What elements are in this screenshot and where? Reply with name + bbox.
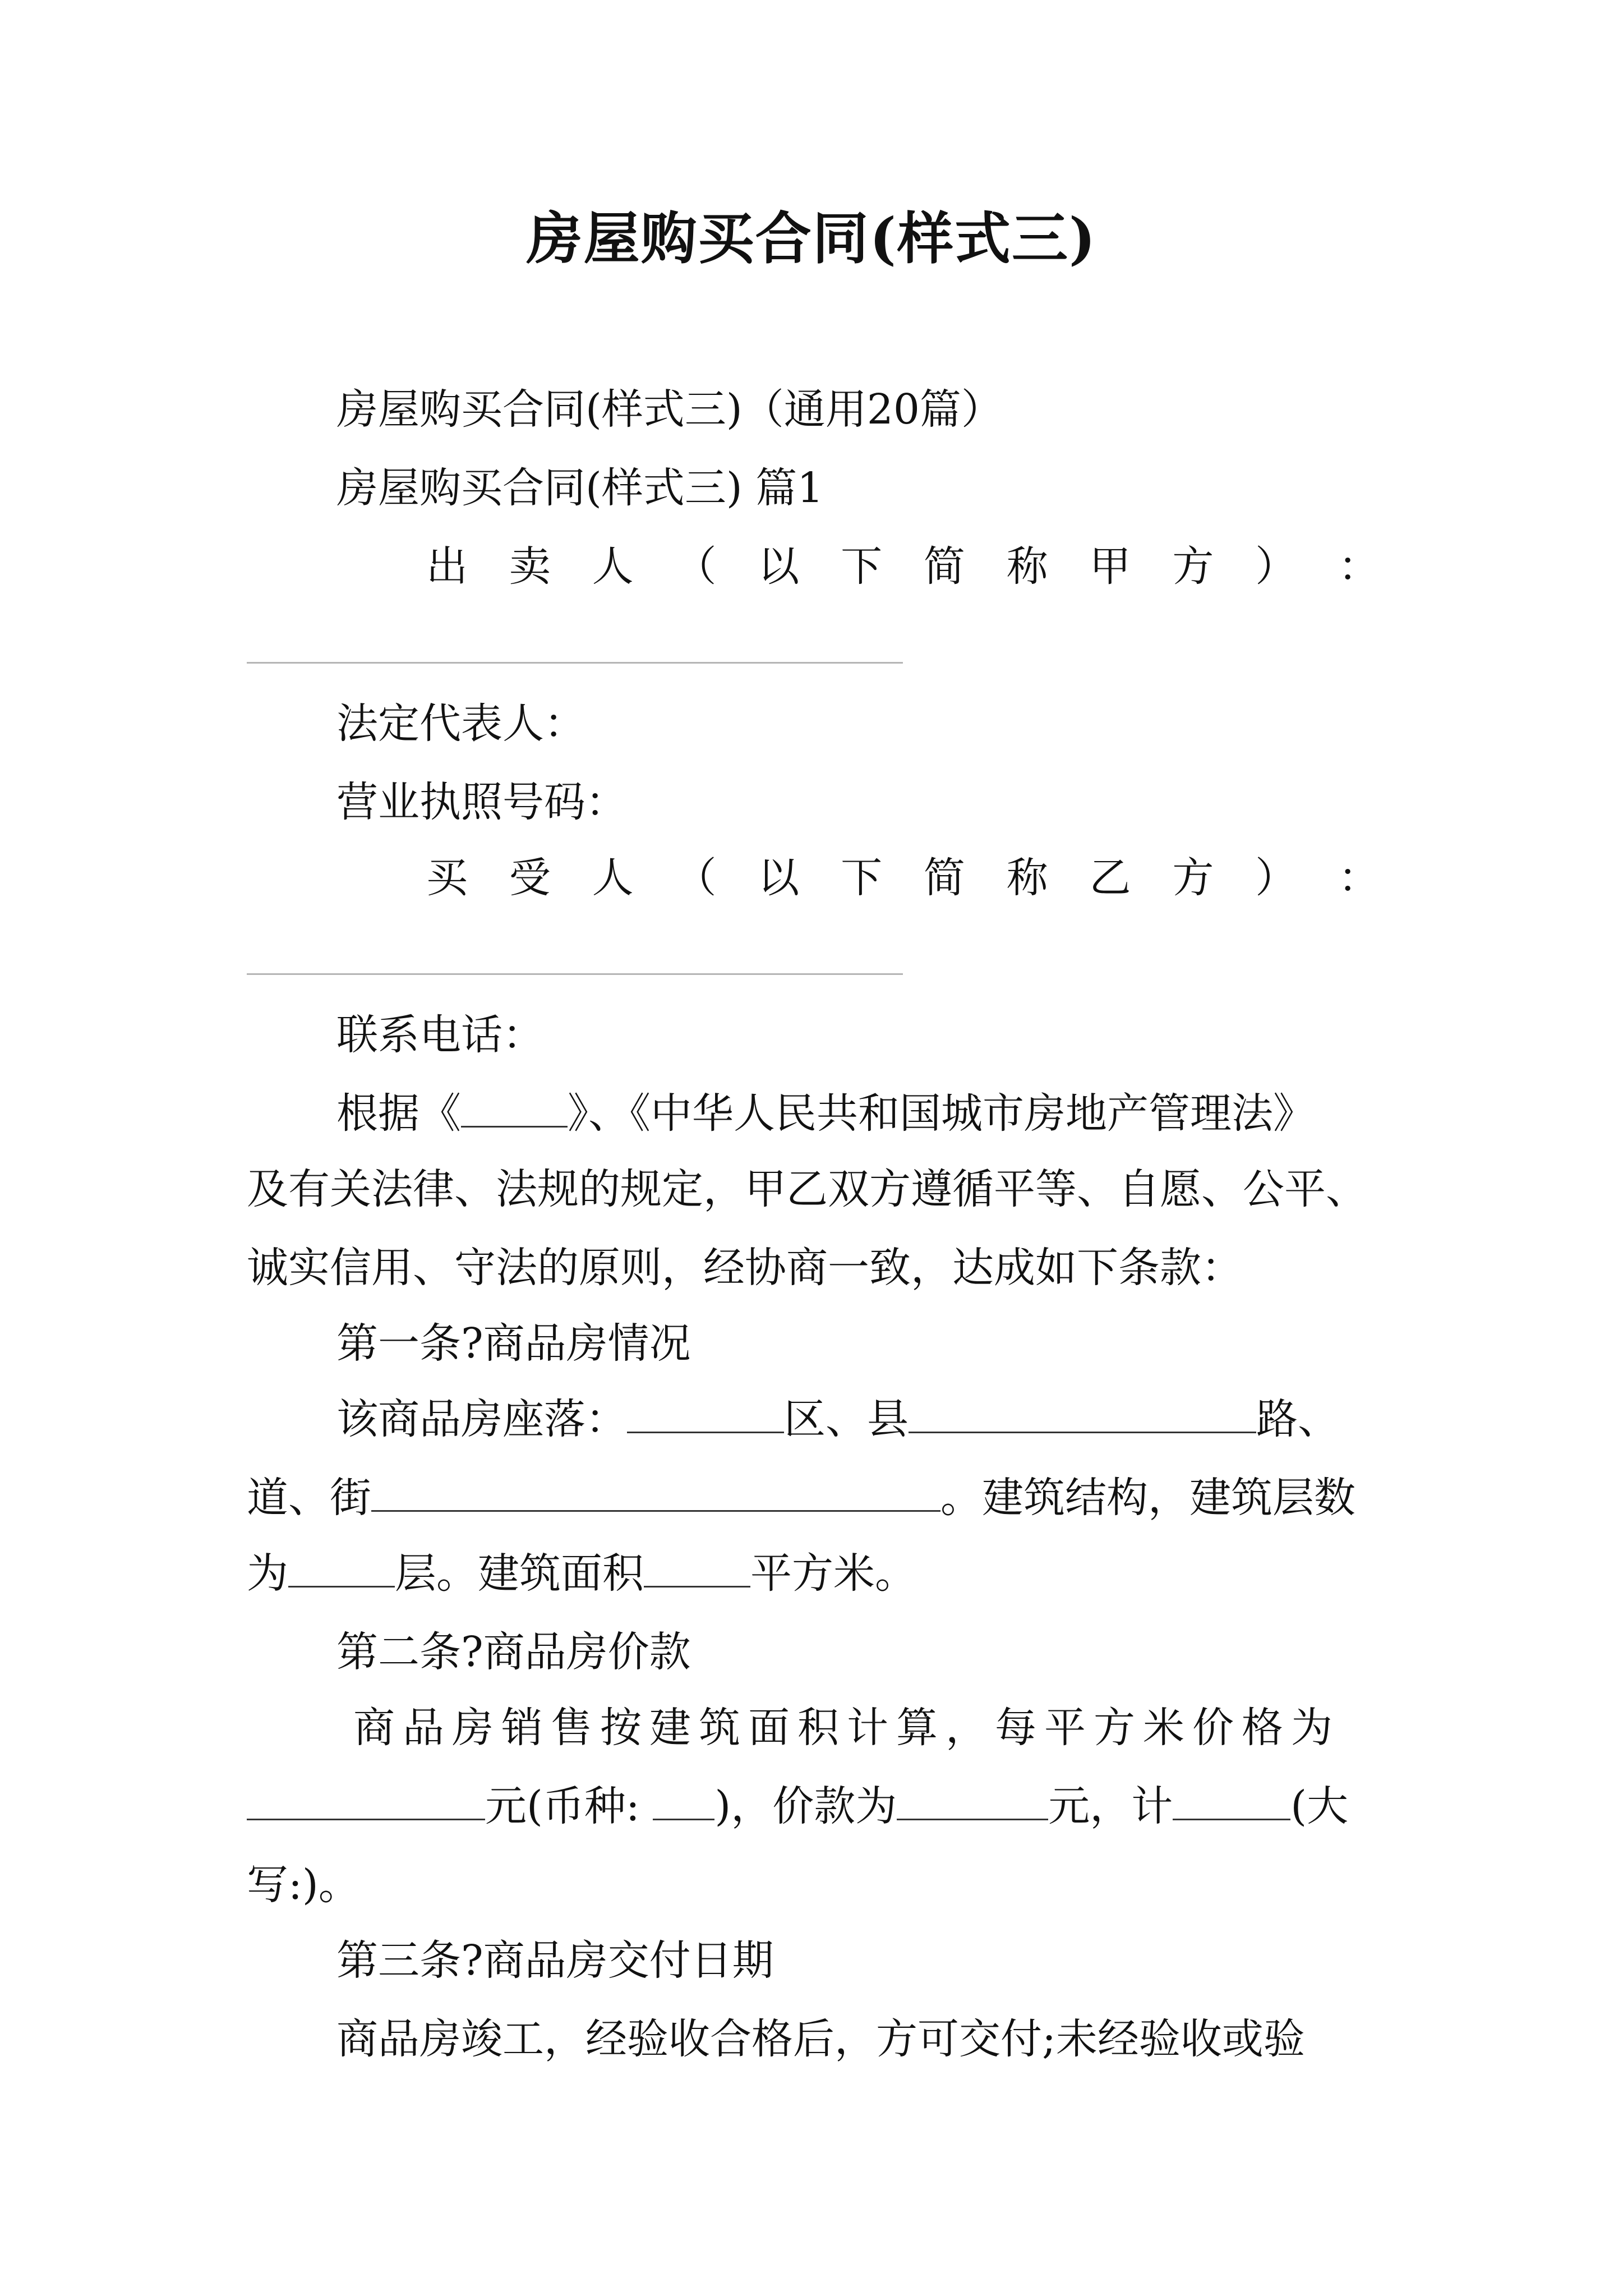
- currency-blank[interactable]: [653, 1783, 714, 1820]
- article-1-line-1: 该商品房座落： 区、县 路、: [336, 1395, 1339, 1443]
- basis-line-3: 诚实信用、守法的原则，经协商一致，达成如下条款：: [247, 1244, 1243, 1292]
- seller-char: 人: [592, 542, 634, 591]
- legal-rep-label: 法定代表人：: [336, 700, 585, 748]
- section-heading: 房屋购买合同(样式三) 篇1: [336, 464, 824, 512]
- document-title: 房屋购买合同(样式三): [526, 205, 1097, 272]
- buyer-char: 称: [1006, 854, 1048, 902]
- article-3-line-1: 商品房竣工，经验收合格后，方可交付;未经验收或验: [336, 2015, 1305, 2063]
- seller-char: ：: [1338, 542, 1380, 591]
- seller-char: 方: [1172, 542, 1214, 591]
- article-2-line-3: 写:)。: [247, 1861, 360, 1909]
- seller-char: 下: [841, 542, 883, 591]
- road-blank[interactable]: [909, 1396, 1256, 1433]
- district-blank[interactable]: [627, 1396, 784, 1433]
- floors-blank[interactable]: [288, 1550, 395, 1588]
- buyer-char: 乙: [1089, 854, 1131, 902]
- phone-label: 联系电话：: [336, 1011, 544, 1059]
- article-1-heading: 第一条?商品房情况: [336, 1319, 691, 1368]
- seller-char: 称: [1006, 542, 1048, 591]
- area-blank[interactable]: [644, 1550, 750, 1588]
- unit-price-blank[interactable]: [247, 1783, 485, 1820]
- seller-char: ）: [1255, 542, 1297, 591]
- seller-label: [426, 539, 1380, 595]
- buyer-char: 简: [923, 854, 965, 902]
- buyer-char: ）: [1255, 854, 1297, 902]
- buyer-char: ：: [1338, 854, 1380, 902]
- article-3-heading: 第三条?商品房交付日期: [336, 1936, 774, 1985]
- seller-char: 简: [923, 542, 965, 591]
- buyer-char: 买: [426, 854, 468, 902]
- seller-char: 出: [426, 542, 468, 591]
- document-subtitle: 房屋购买合同(样式三)（通用20篇）: [336, 385, 1003, 434]
- buyer-char: 受: [509, 854, 551, 902]
- amount-words-blank[interactable]: [1173, 1783, 1290, 1820]
- buyer-fill-line: [247, 973, 903, 975]
- law-name-blank[interactable]: [461, 1091, 568, 1128]
- buyer-char: 方: [1172, 854, 1214, 902]
- basis-line-1: 根据《 》、《中华人民共和国城市房地产管理法》: [336, 1089, 1315, 1138]
- basis-line-2: 及有关法律、法规的规定，甲乙双方遵循平等、自愿、公平、: [247, 1165, 1367, 1213]
- seller-char: （: [675, 542, 717, 591]
- seller-char: 甲: [1089, 542, 1131, 591]
- seller-fill-line: [247, 662, 903, 664]
- article-2-line-2: 元(币种: )，价款为 元，计 (大: [247, 1778, 1348, 1834]
- buyer-char: 以: [758, 854, 800, 902]
- seller-char: 以: [758, 542, 800, 591]
- article-2-line-1: 商品房销售按建筑面积计算，每平方米价格为: [353, 1704, 1340, 1752]
- buyer-char: （: [675, 854, 717, 902]
- article-2-heading: 第二条?商品房价款: [336, 1628, 691, 1676]
- seller-char: 卖: [509, 542, 551, 591]
- total-price-blank[interactable]: [897, 1783, 1048, 1820]
- article-1-line-3: 为 层。建筑面积 平方米。: [247, 1549, 916, 1598]
- buyer-char: 下: [841, 854, 883, 902]
- article-1-line-2: 道、街 。建筑结构，建筑层数: [247, 1474, 1355, 1522]
- street-blank[interactable]: [371, 1475, 940, 1512]
- buyer-label: [426, 850, 1380, 906]
- license-no-label: 营业执照号码：: [336, 778, 627, 826]
- buyer-char: 人: [592, 854, 634, 902]
